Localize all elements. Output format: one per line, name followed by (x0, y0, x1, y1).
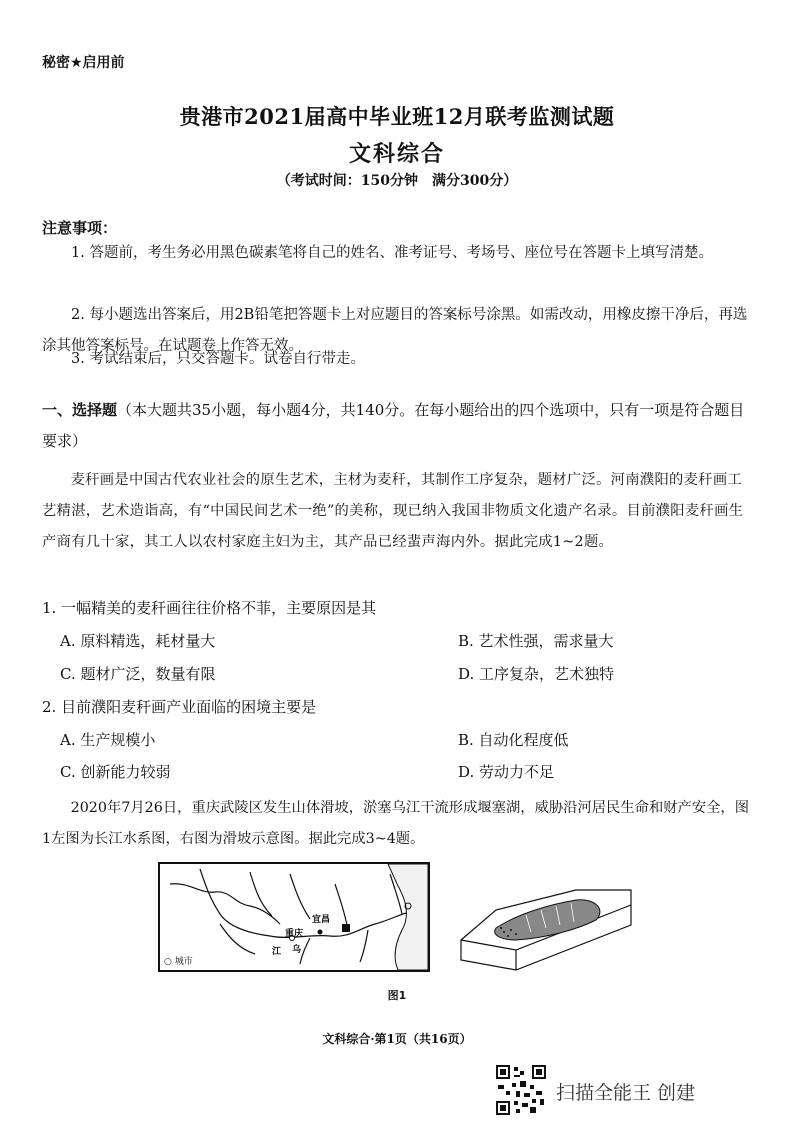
section-instructions: （本大题共35小题，每小题4分，共140分。在每小题给出的四个选项中，只有一项是符合题目要求） (42, 401, 745, 450)
q1-option-b: B. 艺术性强，需求量大 (458, 632, 614, 650)
map-label-wu: 乌 (292, 945, 302, 955)
map-label-yichang: 宜昌 (312, 915, 331, 925)
map-label-chongqing: 重庆 (285, 929, 304, 939)
question-2-stem: 2. 目前濮阳麦秆画产业面临的困境主要是 (42, 698, 317, 716)
q1-option-c: C. 题材广泛，数量有限 (60, 665, 216, 683)
passage-2: 2020年7月26日，重庆武陵区发生山体滑坡，淤塞乌江干流形成堰塞湖，威胁沿河居民生命和财产安全，图1左图为长江水系图，右图为滑坡示意图。据此完成3~4题。 (42, 800, 750, 847)
page-footer: 文科综合·第1页（共16页） (322, 1032, 472, 1046)
section-title: 一、选择题 (42, 401, 118, 419)
question-1-stem: 1. 一幅精美的麦秆画往往价格不菲，主要原因是其 (42, 599, 377, 617)
section-heading (42, 395, 754, 457)
notice-item-1: 1. 答题前，考生务必用黑色碳素笔将自己的姓名、准考证号、考场号、座位号在答题卡上填写清楚。 (71, 245, 713, 261)
q2-option-a: A. 生产规模小 (60, 731, 156, 749)
notice-item-2: 2. 每小题选出答案后，用2B铅笔把答题卡上对应题目的答案标号涂黑。如需改动，用橡皮擦干净后，再选涂其他答案标号。在试题卷上作答无效。 (42, 307, 748, 354)
figure-caption: 图1 (387, 989, 407, 1002)
q2-option-d: D. 劳动力不足 (458, 763, 555, 781)
map-label-jiang: 江 (272, 947, 282, 957)
q2-option-c: C. 创新能力较弱 (60, 763, 171, 781)
map-legend: ○ 城市 (164, 957, 193, 967)
notice-item-3: 3. 考试结束后，只交答题卡。试卷自行带走。 (71, 351, 365, 367)
landslide-diagram (456, 870, 636, 974)
notice-heading: 注意事项： (42, 219, 118, 237)
exam-subject: 文科综合 (348, 141, 445, 167)
passage-1: 麦秆画是中国古代农业社会的原生艺术，主材为麦秆，其制作工序复杂，题材广泛。河南濮阳的麦秆画工艺精湛，艺术造诣高，有“中国民间艺术一绝”的美称，现已纳入我国非物质文化遗产名录。目前濮阳麦秆画生产商有几十家，其工人以农村家庭主妇为主，其产品已经蜚声海内外。据此完成1~2题。 (42, 472, 744, 550)
q1-option-d: D. 工序复杂，艺术独特 (458, 665, 615, 683)
qr-code-icon (496, 1065, 546, 1115)
exam-info: （考试时间：150分钟 满分300分） (276, 173, 518, 189)
q2-option-b: B. 自动化程度低 (458, 731, 569, 749)
river-system-map (158, 862, 430, 972)
confidential-label: 秘密★启用前 (42, 55, 125, 71)
q1-option-a: A. 原料精选，耗材量大 (60, 632, 216, 650)
exam-title: 贵港市2021届高中毕业班12月联考监测试题 (179, 104, 615, 129)
scanner-watermark: 扫描全能王 创建 (556, 1082, 696, 1104)
